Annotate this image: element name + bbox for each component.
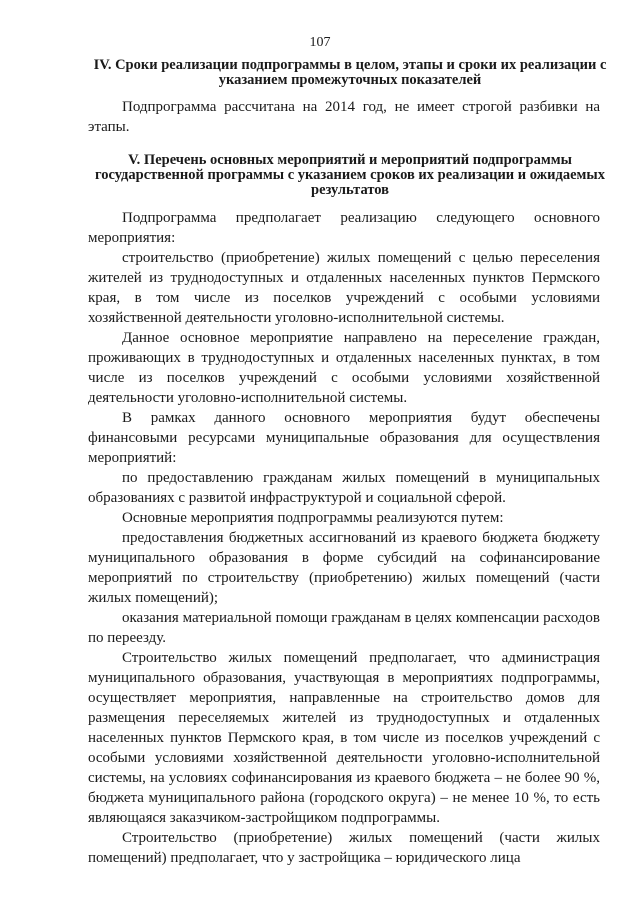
paragraph: предоставления бюджетных ассигнований из краевого бюджета бюджету муниципального образования в форме субсидий на софинансирование мероприятий по строительству (приобретению) жилых помещений (части жилых помещений); xyxy=(88,530,600,606)
section-iv-heading: IV. Сроки реализации подпрограммы в целом, этапы и сроки их реализации с указанием промежуточных показателей xyxy=(93,57,607,88)
paragraph: строительство (приобретение) жилых помещений с целью переселения жителей из труднодоступных и отдаленных населенных пунктов Пермского края, в том числе из поселков учреждений с особыми условиями хозяйственной деятельности уголовно-исполнительной системы. xyxy=(88,250,600,326)
page-number: 107 xyxy=(309,35,331,50)
paragraph: Подпрограмма предполагает реализацию следующего основного мероприятия: xyxy=(88,210,600,246)
paragraph: по предоставлению гражданам жилых помещений в муниципальных образованиях с развитой инфраструктурой и социальной сферой. xyxy=(88,470,600,506)
paragraph: В рамках данного основного мероприятия будут обеспечены финансовыми ресурсами муниципальные образования для осуществления мероприятий: xyxy=(88,410,600,466)
section-iv-text: Подпрограмма рассчитана на 2014 год, не имеет строгой разбивки на этапы. xyxy=(88,99,600,135)
paragraph: оказания материальной помощи гражданам в целях компенсации расходов по переезду. xyxy=(88,610,600,646)
paragraph: Данное основное мероприятие направлено на переселение граждан, проживающих в труднодоступных и отдаленных населенных пунктах, в том числе из поселков учреждений с особыми условиями хозяйственной деятельности уголовно-исполнительной системы. xyxy=(88,330,600,406)
paragraph: Основные мероприятия подпрограммы реализуются путем: xyxy=(122,510,504,526)
section-v-heading: V. Перечень основных мероприятий и мероприятий подпрограммы государственной программы с указанием сроков их реализации и ожидаемых результатов xyxy=(95,152,605,198)
paragraph: Строительство жилых помещений предполагает, что администрация муниципального образования, участвующая в мероприятиях подпрограммы, осуществляет мероприятия, направленные на строительство домов для размещения переселяемых жителей из труднодоступных и отдаленных населенных пунктов Пермского края, в том числе из поселков учреждений с особыми условиями хозяйственной деятельности уголовно-исполнительной системы, на условиях софинансирования из краевого бюджета – не более 90 %, бюджета муниципального района (городского округа) – не менее 10 %, то есть являющаяся заказчиком-застройщиком подпрограммы. xyxy=(88,650,600,826)
paragraph: Строительство (приобретение) жилых помещений (части жилых помещений) предполагает, что у застройщика – юридического лица xyxy=(88,830,600,866)
